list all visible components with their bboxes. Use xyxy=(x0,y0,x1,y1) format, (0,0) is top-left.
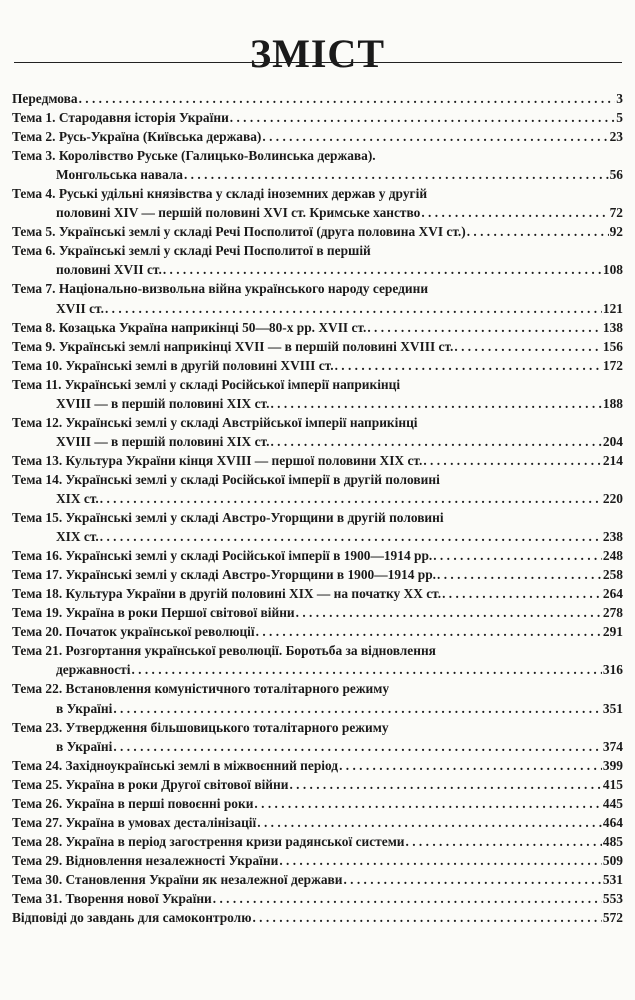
toc-entry[interactable] xyxy=(12,870,623,889)
toc-entry[interactable] xyxy=(12,832,623,851)
dot-leader xyxy=(270,432,601,451)
page-title: ЗМІСТ xyxy=(250,30,385,76)
dot-leader xyxy=(79,89,616,108)
toc-page-number: 531 xyxy=(602,871,623,887)
toc-entry[interactable] xyxy=(12,851,623,870)
toc-entry[interactable] xyxy=(12,718,623,756)
dot-leader xyxy=(442,584,602,603)
toc-entry-title-line: XIX ст. xyxy=(56,529,99,545)
toc-entry-title-line: Тема 15. Українські землі у складі Австро-Угорщини в другій половині xyxy=(12,510,444,526)
toc-entry-title-line: Тема 9. Українські землі наприкінці XVII — в першій половині XVIII ст. xyxy=(12,338,454,354)
toc-entry-title-line: Тема 30. Становлення України як незалежної держави xyxy=(12,871,343,887)
toc-page-number: 56 xyxy=(609,167,623,183)
toc-page-number: 108 xyxy=(602,262,623,278)
toc-page-number: 248 xyxy=(602,548,623,564)
toc-page-number: 399 xyxy=(602,757,623,773)
toc-entry[interactable] xyxy=(12,318,623,337)
toc-entry-title-line: Тема 17. Українські землі у складі Австро-Угорщини в 1900—1914 рр. xyxy=(12,567,437,583)
toc-entry[interactable] xyxy=(12,241,623,279)
toc-entry-title-line: Тема 8. Козацька Україна наприкінці 50—80-х рр. XVII ст. xyxy=(12,319,367,335)
toc-entry[interactable] xyxy=(12,279,623,317)
toc-entry-title-line: Тема 6. Українські землі у складі Речі Посполитої в першій xyxy=(12,243,371,259)
toc-entry-title-line: державності xyxy=(56,662,131,678)
toc-entry-title-line: Тема 2. Русь-Україна (Київська держава) xyxy=(12,129,262,145)
toc-page-number: 220 xyxy=(602,490,623,506)
toc-entry-title-line: Тема 20. Початок української революції xyxy=(12,624,255,640)
toc-page-number: 5 xyxy=(616,110,623,126)
toc-entry-title-line: Тема 23. Утвердження більшовицького тоталітарного режиму xyxy=(12,719,389,735)
toc-entry-title-line: Тема 16. Українські землі у складі Російської імперії в 1900—1914 рр. xyxy=(12,548,433,564)
toc-entry-title-line: Тема 22. Встановлення комуністичного тоталітарного режиму xyxy=(12,681,390,697)
toc-entry-title-line: Монгольська навала xyxy=(56,167,183,183)
toc-entry[interactable] xyxy=(12,337,623,356)
toc-entry[interactable] xyxy=(12,413,623,451)
dot-leader xyxy=(296,603,602,622)
dot-leader xyxy=(105,299,602,318)
toc-entry[interactable] xyxy=(12,584,623,603)
dot-leader xyxy=(100,489,602,508)
toc-entry[interactable] xyxy=(12,146,623,184)
dot-leader xyxy=(252,908,601,927)
toc-page-number: 351 xyxy=(602,700,623,716)
dot-leader xyxy=(454,337,602,356)
toc-entry[interactable] xyxy=(12,356,623,375)
table-of-contents xyxy=(12,89,623,927)
toc-entry-title-line: Тема 21. Розгортання української революції. Боротьба за відновлення xyxy=(12,643,436,659)
toc-entry[interactable] xyxy=(12,222,623,241)
toc-entry-title-line: в Україні xyxy=(56,738,113,754)
toc-entry-title-line: Передмова xyxy=(12,91,78,106)
toc-entry[interactable] xyxy=(12,375,623,413)
toc-page-number: 238 xyxy=(602,529,623,545)
toc-page-number: 572 xyxy=(602,910,623,926)
toc-entry-title-line: XIX ст. xyxy=(56,490,99,506)
toc-page-number: 445 xyxy=(602,795,623,811)
toc-entry-title-line: Тема 3. Королівство Руське (Галицько-Волинська держава). xyxy=(12,148,376,164)
toc-entry[interactable] xyxy=(12,451,623,470)
toc-entry[interactable] xyxy=(12,603,623,622)
toc-page-number: 509 xyxy=(602,852,623,868)
toc-entry[interactable] xyxy=(12,127,623,146)
toc-entry[interactable] xyxy=(12,794,623,813)
toc-page-number: 464 xyxy=(602,814,623,830)
title-rule xyxy=(14,62,622,63)
dot-leader xyxy=(467,222,609,241)
toc-entry-title-line: Тема 24. Західноукраїнські землі в міжвоєнний період xyxy=(12,757,339,773)
toc-entry-title-line: Тема 11. Українські землі у складі Російської імперії наприкінці xyxy=(12,376,401,392)
toc-entry-title-line: Тема 27. Україна в умовах десталінізації xyxy=(12,814,257,830)
toc-entry[interactable] xyxy=(12,813,623,832)
toc-entry[interactable] xyxy=(12,889,623,908)
toc-entry-title-line: Тема 18. Культура України в другій половині XIX — на початку XX ст. xyxy=(12,586,442,602)
dot-leader xyxy=(423,451,602,470)
toc-entry[interactable] xyxy=(12,184,623,222)
toc-entry-title-line: Тема 28. Україна в період загострення кризи радянської системи xyxy=(12,833,405,849)
toc-entry-title-line: XVIII — в першій половині XIX ст. xyxy=(56,433,270,449)
toc-entry-title-line: Тема 31. Творення нової України xyxy=(12,890,212,906)
toc-entry-title-line: Відповіді до завдань для самоконтролю xyxy=(12,910,252,926)
toc-page-number: 72 xyxy=(609,205,623,221)
toc-page-number: 121 xyxy=(602,300,623,316)
toc-page-number: 291 xyxy=(602,624,623,640)
toc-entry[interactable] xyxy=(12,641,623,679)
toc-entry[interactable] xyxy=(12,908,623,927)
dot-leader xyxy=(343,870,601,889)
toc-entry-title-line: Тема 25. Україна в роки Другої світової війни xyxy=(12,776,289,792)
dot-leader xyxy=(262,127,608,146)
toc-page-number: 553 xyxy=(602,890,623,906)
toc-entry-title-line: Тема 7. Національно-визвольна війна українського народу середини xyxy=(12,281,429,297)
toc-entry[interactable] xyxy=(12,679,623,717)
dot-leader xyxy=(335,356,602,375)
toc-entry-title-line: Тема 26. Україна в перші повоєнні роки xyxy=(12,795,254,811)
toc-page-number: 138 xyxy=(602,319,623,335)
dot-leader xyxy=(213,889,602,908)
toc-entry[interactable] xyxy=(12,775,623,794)
dot-leader xyxy=(339,756,602,775)
toc-page-number: 214 xyxy=(602,452,623,468)
toc-entry-title-line: Тема 13. Культура України кінця XVIII — першої половини XIX ст. xyxy=(12,452,423,468)
dot-leader xyxy=(230,108,616,127)
toc-entry[interactable] xyxy=(12,470,623,508)
dot-leader xyxy=(367,318,602,337)
toc-entry-title-line: Тема 14. Українські землі у складі Російської імперії в другій половині xyxy=(12,471,440,487)
toc-entry[interactable] xyxy=(12,756,623,775)
toc-page-number: 3 xyxy=(616,91,623,106)
toc-entry-title-line: Тема 10. Українські землі в другій половині XVIII ст. xyxy=(12,357,334,373)
toc-page-number: 278 xyxy=(602,605,623,621)
toc-entry[interactable] xyxy=(12,89,623,108)
toc-entry-title-line: XVII ст. xyxy=(56,300,104,316)
toc-entry-title-line: Тема 29. Відновлення незалежності України xyxy=(12,852,279,868)
toc-entry-title-line: половині XVII ст. xyxy=(56,262,162,278)
toc-page-number: 374 xyxy=(602,738,623,754)
toc-entry[interactable] xyxy=(12,108,623,127)
dot-leader xyxy=(131,660,601,679)
dot-leader xyxy=(289,775,601,794)
toc-page-number: 23 xyxy=(609,129,623,145)
toc-entry-title-line: XVIII — в першій половині XIX ст. xyxy=(56,395,270,411)
toc-page-number: 204 xyxy=(602,433,623,449)
toc-entry-title-line: в Україні xyxy=(56,700,113,716)
toc-page-number: 188 xyxy=(602,395,623,411)
dot-leader xyxy=(437,565,602,584)
toc-entry[interactable] xyxy=(12,565,623,584)
toc-page-number: 156 xyxy=(602,338,623,354)
toc-entry-title-line: Тема 12. Українські землі у складі Австрійської імперії наприкінці xyxy=(12,414,418,430)
toc-entry[interactable] xyxy=(12,508,623,546)
toc-entry[interactable] xyxy=(12,622,623,641)
toc-page-number: 485 xyxy=(602,833,623,849)
toc-entry-title-line: Тема 19. Україна в роки Першої світової війни xyxy=(12,605,295,621)
dot-leader xyxy=(279,851,602,870)
dot-leader xyxy=(100,527,602,546)
toc-page-number: 258 xyxy=(602,567,623,583)
dot-leader xyxy=(254,794,601,813)
toc-page-number: 316 xyxy=(602,662,623,678)
toc-page-number: 415 xyxy=(602,776,623,792)
dot-leader xyxy=(113,737,602,756)
toc-entry-title-line: Тема 4. Руські удільні князівства у складі іноземних держав у другій xyxy=(12,186,428,202)
dot-leader xyxy=(256,622,602,641)
dot-leader xyxy=(406,832,602,851)
toc-entry-title-line: Тема 5. Українські землі у складі Речі Посполитої (друга половина XVI ст.) xyxy=(12,224,466,240)
dot-leader xyxy=(257,813,602,832)
dot-leader xyxy=(270,394,601,413)
toc-page-number: 92 xyxy=(609,224,623,240)
dot-leader xyxy=(163,260,602,279)
toc-page-number: 264 xyxy=(602,586,623,602)
toc-entry-title-line: Тема 1. Стародавня історія України xyxy=(12,110,229,126)
toc-entry[interactable] xyxy=(12,546,623,565)
dot-leader xyxy=(421,203,608,222)
dot-leader xyxy=(113,699,602,718)
toc-page-number: 172 xyxy=(602,357,623,373)
dot-leader xyxy=(433,546,602,565)
dot-leader xyxy=(184,165,609,184)
toc-entry-title-line: половині XIV — першій половині XVI ст. Кримське ханство xyxy=(56,205,421,221)
